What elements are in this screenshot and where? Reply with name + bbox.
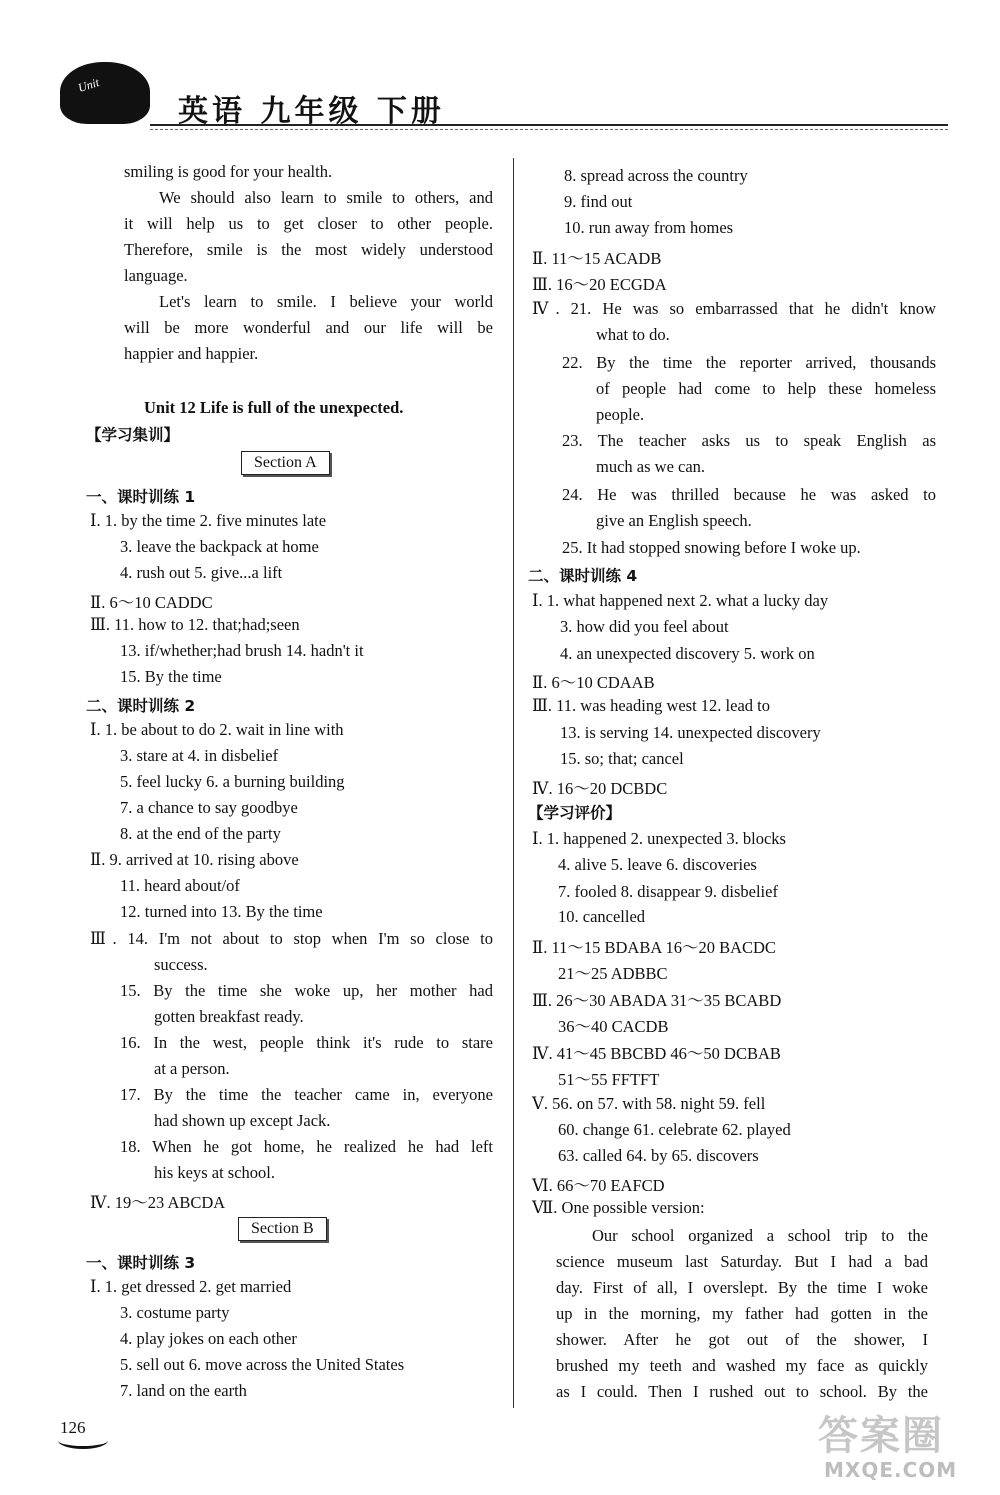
answer-line: give an English speech. <box>596 511 752 530</box>
answer-line: 10. cancelled <box>558 907 646 926</box>
answer-line: Ⅱ. 6～10 CDAAB <box>532 673 655 692</box>
answer-line: 63. called 64. by 65. discovers <box>558 1146 759 1165</box>
text-line: Therefore, smile is the most widely understood <box>124 240 493 259</box>
answer-line: Ⅰ. 1. by the time 2. five minutes late <box>90 511 327 530</box>
answer-line: 7. fooled 8. disappear 9. disbelief <box>558 882 778 901</box>
text-line: Let's learn to smile. I believe your world <box>159 292 493 311</box>
answer-line: 13. is serving 14. unexpected discovery <box>560 723 821 742</box>
answer-line: 22. By the time the reporter arrived, thousands <box>562 353 936 372</box>
exercise-heading: 二、课时训练 2 <box>86 697 196 715</box>
answer-line: 36～40 CACDB <box>558 1017 669 1036</box>
answer-line: Ⅲ. 16～20 ECGDA <box>532 275 667 294</box>
answer-line: Ⅱ. 9. arrived at 10. rising above <box>90 850 299 869</box>
answer-line: at a person. <box>154 1059 230 1078</box>
answer-line: Ⅱ. 11～15 ACADB <box>532 249 662 268</box>
column-divider <box>513 158 514 1408</box>
answer-line: 23. The teacher asks us to speak English as <box>562 431 936 450</box>
book-title: 英语 九年级 下册 <box>178 94 445 129</box>
essay-line: up in the morning, my father had gotten in the <box>556 1304 928 1323</box>
answer-line: 4. rush out 5. give...a lift <box>120 563 283 582</box>
answer-line: 5. sell out 6. move across the United States <box>120 1355 405 1374</box>
answer-line: Ⅰ. 1. what happened next 2. what a lucky day <box>532 591 829 610</box>
answer-line: much as we can. <box>596 457 706 476</box>
unit-title: Unit 12 Life is full of the unexpected. <box>144 398 404 417</box>
answer-line: 17. By the time the teacher came in, everyone <box>120 1085 493 1104</box>
exercise-heading: 二、课时训练 4 <box>528 567 638 585</box>
answer-line: 3. costume party <box>120 1303 230 1322</box>
answer-line: 10. run away from homes <box>564 218 734 237</box>
answer-line: 60. change 61. celebrate 62. played <box>558 1120 791 1139</box>
unit-logo-icon <box>60 62 150 124</box>
text-line: it will help us to get closer to other people. <box>124 214 493 233</box>
page-number-curve-icon <box>58 1432 108 1449</box>
text-line: happier and happier. <box>124 344 259 363</box>
answer-line: 51～55 FFTFT <box>558 1070 660 1089</box>
watermark-text: 答案圈 <box>818 1413 944 1459</box>
answer-line: what to do. <box>596 325 670 344</box>
text-line: smiling is good for your health. <box>124 162 333 181</box>
answer-line: 4. alive 5. leave 6. discoveries <box>558 855 757 874</box>
answer-line: 11. heard about/of <box>120 876 240 895</box>
answer-line: Ⅲ. 11. was heading west 12. lead to <box>532 696 771 715</box>
section-heading: 【学习集训】 <box>86 426 180 444</box>
answer-line: 9. find out <box>564 192 633 211</box>
answer-line: 16. In the west, people think it's rude to stare <box>120 1033 493 1052</box>
answer-line: Ⅰ. 1. get dressed 2. get married <box>90 1277 292 1296</box>
answer-line: Ⅳ. 21. He was so embarrassed that he didn't know <box>532 299 936 318</box>
text-line: language. <box>124 266 188 285</box>
answer-line: 5. feel lucky 6. a burning building <box>120 772 345 791</box>
answer-line: his keys at school. <box>154 1163 275 1182</box>
answer-line: Ⅲ. 26～30 ABADA 31～35 BCABD <box>532 991 782 1010</box>
text-line: We should also learn to smile to others, and <box>159 188 493 207</box>
answer-line: 24. He was thrilled because he was asked to <box>562 485 936 504</box>
answer-line: had shown up except Jack. <box>154 1111 331 1130</box>
answer-line: Ⅳ. 41～45 BBCBD 46～50 DCBAB <box>532 1044 781 1063</box>
answer-line: Ⅲ. 14. I'm not about to stop when I'm so close to <box>90 929 493 948</box>
answer-line: 25. It had stopped snowing before I woke up. <box>562 538 861 557</box>
answer-line: 18. When he got home, he realized he had left <box>120 1137 493 1156</box>
text-line: will be more wonderful and our life will be <box>124 318 493 337</box>
watermark-logo <box>818 1404 990 1488</box>
answer-line: 7. land on the earth <box>120 1381 247 1400</box>
section-a-label: Section A <box>241 451 330 475</box>
answer-line: Ⅶ. One possible version: <box>532 1198 705 1217</box>
answer-line: 3. how did you feel about <box>560 617 729 636</box>
essay-line: shower. After he got out of the shower, I <box>556 1330 928 1349</box>
answer-line: Ⅳ. 16～20 DCBDC <box>532 779 668 798</box>
answer-line: 3. leave the backpack at home <box>120 537 319 556</box>
page-number: 126 <box>60 1418 86 1437</box>
answer-line: Ⅴ. 56. on 57. with 58. night 59. fell <box>532 1094 766 1113</box>
answer-line: 4. an unexpected discovery 5. work on <box>560 644 815 663</box>
exercise-heading: 一、课时训练 1 <box>86 488 196 506</box>
answer-line: 15. so; that; cancel <box>560 749 684 768</box>
answer-line: 4. play jokes on each other <box>120 1329 297 1348</box>
answer-line: success. <box>154 955 208 974</box>
section-b-label: Section B <box>238 1217 327 1241</box>
answer-line: Ⅰ. 1. be about to do 2. wait in line with <box>90 720 344 739</box>
essay-line: Our school organized a school trip to the <box>592 1226 928 1245</box>
answer-line: 21～25 ADBBC <box>558 964 668 983</box>
answer-line: 15. By the time she woke up, her mother had <box>120 981 493 1000</box>
answer-line: gotten breakfast ready. <box>154 1007 304 1026</box>
answer-line: 7. a chance to say goodbye <box>120 798 298 817</box>
answer-line: 8. spread across the country <box>564 166 748 185</box>
answer-line: 8. at the end of the party <box>120 824 281 843</box>
watermark-url: MXQE.COM <box>824 1458 958 1482</box>
exercise-heading: 一、课时训练 3 <box>86 1254 196 1272</box>
answer-line: 12. turned into 13. By the time <box>120 902 323 921</box>
header-rule <box>150 124 948 126</box>
answer-line: 3. stare at 4. in disbelief <box>120 746 279 765</box>
answer-line: of people had come to help these homeless <box>596 379 936 398</box>
answer-line: Ⅰ. 1. happened 2. unexpected 3. blocks <box>532 829 786 848</box>
answer-line: 15. By the time <box>120 667 222 686</box>
answer-line: Ⅵ. 66～70 EAFCD <box>532 1176 665 1195</box>
header-rule-dashed <box>150 129 948 130</box>
section-heading: 【学习评价】 <box>528 804 622 822</box>
answer-line: 13. if/whether;had brush 14. hadn't it <box>120 641 364 660</box>
essay-line: day. First of all, I overslept. By the time I woke <box>556 1278 928 1297</box>
essay-line: brushed my teeth and washed my face as quickly <box>556 1356 928 1375</box>
answer-line: Ⅱ. 11～15 BDABA 16～20 BACDC <box>532 938 776 957</box>
page-header <box>0 0 1000 150</box>
logo-text: Unit <box>76 75 101 95</box>
answer-line: people. <box>596 405 645 424</box>
answer-line: Ⅳ. 19～23 ABCDA <box>90 1193 226 1212</box>
essay-line: science museum last Saturday. But I had a bad <box>556 1252 928 1271</box>
essay-line: as I could. Then I rushed out to school. By the <box>556 1382 928 1401</box>
answer-line: Ⅱ. 6～10 CADDC <box>90 593 213 612</box>
answer-line: Ⅲ. 11. how to 12. that;had;seen <box>90 615 300 634</box>
